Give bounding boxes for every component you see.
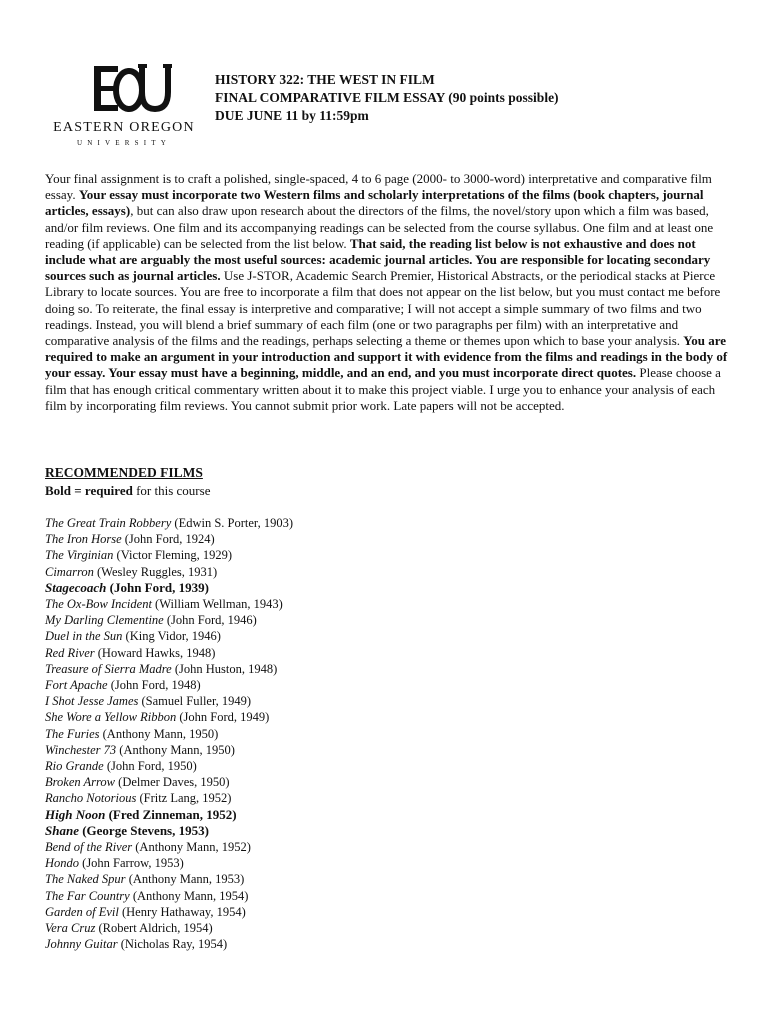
film-list-item	[45, 758, 293, 774]
due-date: DUE JUNE 11 by 11:59pm	[215, 108, 369, 123]
document-header	[215, 71, 559, 125]
film-credit: (John Ford, 1946)	[163, 613, 257, 628]
film-title: Winchester 73	[45, 742, 117, 757]
film-credit: (Anthony Mann, 1954)	[129, 888, 249, 903]
film-list-item	[45, 904, 293, 920]
film-list-item	[45, 920, 293, 936]
film-credit: (Fritz Lang, 1952)	[136, 791, 232, 806]
film-credit: (Henry Hathaway, 1954)	[118, 904, 246, 919]
film-credit: (John Farrow, 1953)	[79, 856, 184, 871]
film-title: Vera Cruz	[45, 921, 96, 936]
film-title: I Shot Jesse James	[45, 694, 139, 709]
film-title: Shane	[45, 822, 79, 838]
film-list-item	[45, 531, 293, 547]
film-list-item	[45, 677, 293, 693]
intro-text: Please choose a film that has enough critical commentary written about it to make this project viable. I urge you to enhance your analysis of each film by incorporating film reviews. You cannot submit prior work. Late papers will not be accepted.	[45, 365, 721, 413]
film-title: Cimarron	[45, 564, 94, 579]
film-title: The Great Train Robbery	[45, 516, 172, 530]
film-title: Treasure of Sierra Madre	[45, 661, 172, 676]
film-credit: (Anthony Mann, 1950)	[99, 726, 219, 741]
film-title: Broken Arrow	[45, 775, 116, 790]
film-credit: (John Ford, 1949)	[176, 710, 270, 725]
film-list-item	[45, 823, 293, 839]
film-list-item	[45, 612, 293, 628]
film-list-item	[45, 774, 293, 790]
film-title: She Wore a Yellow Ribbon	[45, 710, 177, 725]
film-credit: (Anthony Mann, 1953)	[125, 872, 245, 887]
film-list-item	[45, 547, 293, 563]
film-credit: (William Wellman, 1943)	[151, 597, 283, 612]
film-title: Garden of Evil	[45, 904, 119, 919]
logo-university-subname: UNIVERSITY	[77, 139, 171, 147]
eou-monogram-logo	[50, 62, 198, 120]
film-list	[45, 515, 293, 952]
film-credit: (Samuel Fuller, 1949)	[138, 694, 252, 709]
film-title: The Far Country	[45, 888, 130, 903]
film-title: My Darling Clementine	[45, 613, 164, 628]
recommended-films-heading: RECOMMENDED FILMS	[45, 465, 203, 480]
film-list-item	[45, 515, 293, 531]
film-credit: (Victor Fleming, 1929)	[113, 548, 233, 563]
film-list-item	[45, 936, 293, 952]
film-list-item	[45, 564, 293, 580]
film-title: Fort Apache	[45, 678, 108, 693]
film-title: The Furies	[45, 726, 100, 741]
film-credit: (Edwin S. Porter, 1903)	[171, 516, 293, 530]
intro-text: Your final assignment is to craft a polished, single-spaced, 4 to 6 page (2000- to 3000-word) interpretative and comparative film essay.	[45, 171, 712, 203]
intro-text: , but can also draw upon research about the directors of the films, the novel/story upon which a film was based, and/or film reviews. One film and its accompanying readings can be selected from the course syllabus. One film and at least one reading (if applicable) can be selected from the list below.	[45, 203, 714, 251]
film-list-item	[45, 742, 293, 758]
film-title: Hondo	[45, 856, 80, 871]
film-list-item	[45, 693, 293, 709]
film-list-item	[45, 790, 293, 806]
intro-emphasis: That said, the reading list below is not exhaustive and does not include what are arguably the most useful sources: academic journal articles. You are responsible for locating secondary sources such as journal articles.	[45, 235, 711, 284]
assignment-description	[45, 171, 728, 414]
film-list-item	[45, 888, 293, 904]
film-list-item	[45, 645, 293, 661]
film-credit: (John Ford, 1948)	[107, 678, 201, 693]
film-list-item	[45, 596, 293, 612]
film-title: Rancho Notorious	[45, 791, 137, 806]
film-title: Stagecoach	[45, 579, 107, 595]
film-credit: (George Stevens, 1953)	[78, 822, 209, 838]
film-credit: (John Ford, 1924)	[121, 532, 215, 547]
film-title: Johnny Guitar	[45, 937, 118, 952]
film-credit: (Anthony Mann, 1952)	[132, 840, 251, 855]
film-title: The Naked Spur	[45, 872, 126, 887]
film-title: Red River	[45, 645, 95, 660]
legend-required: Bold = required	[45, 483, 133, 498]
university-logo	[50, 62, 198, 154]
film-title: The Ox-Bow Incident	[45, 597, 152, 612]
film-list-item	[45, 709, 293, 725]
film-list-item	[45, 855, 293, 871]
intro-text: Use J-STOR, Academic Search Premier, Historical Abstracts, or the periodical stacks at Pierce Library to locate sources. You are free to incorporate a film that does not appear on the list below, but you must contact me before doing so. To reiterate, the final essay is interpretive and comparative; I will not accept a simple summary of two films and two readings. Instead, you will blend a brief summary of each film (one or two paragraphs per film) with an interpretative and comparative analysis of the films and the readings, perhaps selecting a theme or themes upon which to base your analysis.	[45, 268, 721, 349]
logo-university-name: EASTERN OREGON	[53, 120, 195, 135]
film-credit: (Nicholas Ray, 1954)	[117, 937, 228, 952]
film-credit: (Fred Zinneman, 1952)	[105, 806, 237, 822]
film-credit: (Wesley Ruggles, 1931)	[93, 564, 218, 579]
intro-emphasis: You are required to make an argument in your introduction and support it with evidence from the films and readings in the body of your essay. Your essay must have a beginning, middle, and an end, and you must incorporate direct quotes.	[45, 333, 728, 381]
assignment-title: FINAL COMPARATIVE FILM ESSAY (90 points possible)	[215, 90, 559, 105]
film-credit: (Howard Hawks, 1948)	[94, 645, 216, 660]
film-list-item	[45, 839, 293, 855]
film-list-item	[45, 807, 293, 823]
film-credit: (John Ford, 1939)	[106, 579, 209, 595]
film-list-item	[45, 628, 293, 644]
film-credit: (Delmer Daves, 1950)	[115, 775, 230, 790]
film-title: The Iron Horse	[45, 532, 122, 547]
intro-emphasis: Your essay must incorporate two Western films and scholarly interpretations of the films (book chapters, journal articles, essays)	[45, 187, 704, 219]
film-list-item	[45, 580, 293, 596]
film-title: Rio Grande	[45, 759, 104, 774]
film-credit: (Anthony Mann, 1950)	[116, 742, 235, 757]
film-credit: (Robert Aldrich, 1954)	[95, 921, 213, 936]
film-list-item	[45, 661, 293, 677]
film-credit: (King Vidor, 1946)	[122, 629, 221, 644]
film-list-item	[45, 726, 293, 742]
course-title: HISTORY 322: THE WEST IN FILM	[215, 72, 435, 87]
film-credit: (John Ford, 1950)	[103, 759, 197, 774]
bold-legend	[45, 483, 210, 499]
film-title: Duel in the Sun	[45, 629, 123, 644]
film-title: The Virginian	[45, 548, 114, 563]
film-title: Bend of the River	[45, 840, 133, 855]
film-list-item	[45, 871, 293, 887]
film-title: High Noon	[45, 806, 106, 822]
film-credit: (John Huston, 1948)	[171, 661, 278, 676]
legend-rest: for this course	[132, 483, 211, 498]
